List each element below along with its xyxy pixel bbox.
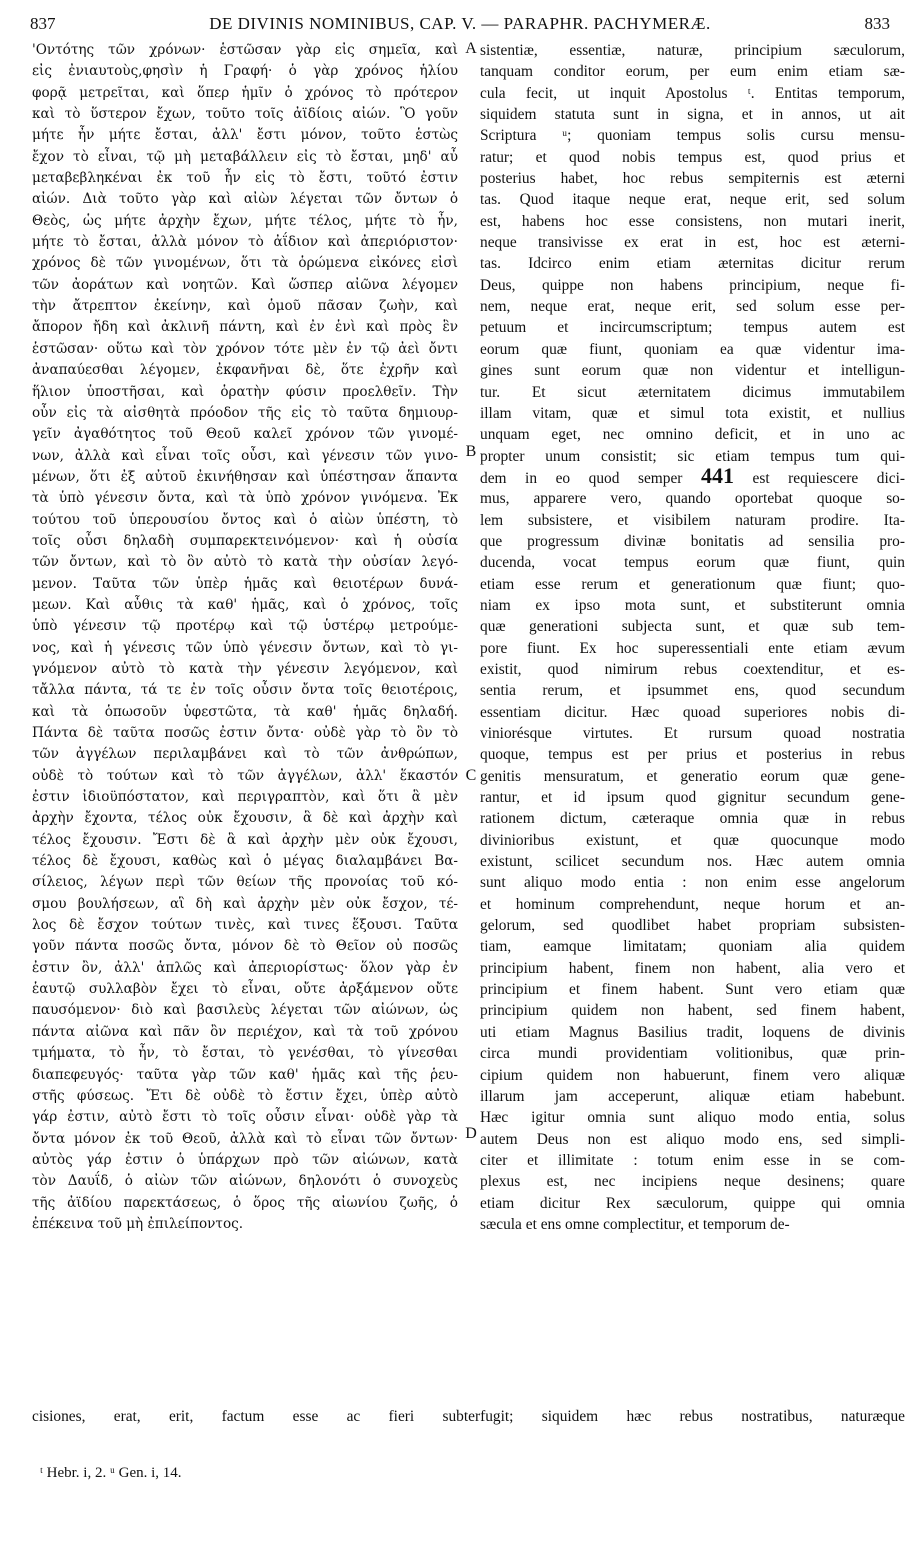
greek-text-line: στῆς φύσεως. Ἔτι δὲ οὐδὲ τὸ ἔστιν ἔχει, ὑπὲρ αὐτὸ: [32, 1087, 458, 1104]
latin-text-line: unquam eget, nec omnino deficit, et in uno ac: [480, 426, 905, 444]
page-number-right: 833: [864, 14, 890, 33]
latin-text-line: quæ generationi subjecta sunt, et quæ sub tem-: [480, 618, 905, 636]
latin-text-line: niam ex ipso mota sunt, et substiterunt omnia: [480, 596, 905, 614]
latin-text-line: illarum jam acceperunt, aliquæ etiam habebunt.: [480, 1087, 905, 1105]
greek-text-line: καὶ τὰ ὁπωσοῦν ὑφεστῶτα, τὰ καθ' ἡμᾶς δηλαδή.: [32, 703, 458, 720]
greek-text-line: τμήματα, τὸ ἦν, τὸ ἔσται, τὸ γενέσθαι, τὸ γίνεσθαι: [32, 1045, 458, 1062]
greek-text-line: νων, ἀλλὰ καὶ εἶναι τοῖς οὖσι, καὶ γένεσιν τῶν γινο-: [32, 447, 458, 464]
latin-text-line: cipium quidem non habuerunt, finem vero aliquæ: [480, 1066, 905, 1084]
page-number-left: 837: [30, 14, 56, 33]
latin-column: [480, 40, 905, 1235]
greek-text-line: τῆς ἀϊδίου παρεκτάσεως, ὁ ὅρος τῆς αἰωνίου ζωῆς, ὁ: [32, 1194, 458, 1211]
latin-text-line: rantur, et id ipsum quod gignitur secundum gene-: [480, 789, 905, 807]
greek-text-line: εἰς ἐνιαυτοὺς,φησὶν ἡ Γραφή· ὁ γὰρ χρόνος ἡλίου: [32, 63, 458, 80]
latin-text-line: tiam, eamque limitatam; quoniam alia quidem: [480, 938, 905, 956]
latin-text-line: lem subsistere, et visibilem naturam prodire. Ita-: [480, 511, 905, 529]
greek-text-line: τῶν ὄντων, καὶ τὸ ὂν αὐτὸ τὸ κατὰ τὴν οὐσίαν λεγό-: [32, 554, 458, 571]
page-header: [30, 14, 890, 38]
greek-text-line: τῶν ἀοράτων καὶ νοητῶν. Καὶ ὥσπερ αἰῶνα λέγομεν: [32, 276, 458, 293]
greek-text-line: μεταβεβληκέναι ἐκ τοῦ ἦν εἰς τὸ ἔστι, τοῦτό ἐστιν: [32, 170, 458, 187]
running-title: DE DIVINIS NOMINIBUS, CAP. V. — PARAPHR. PACHYMERÆ.: [209, 14, 711, 33]
latin-text-line: pore fiunt. Ex hoc superessentiali ente etiam ævum: [480, 639, 905, 657]
greek-text-line: ἀρχὴν ἔχοντα, τέλος οὐκ ἔχουσιν, ἃ δὲ καὶ ἀρχὴν καὶ: [32, 810, 458, 827]
greek-text-line: ἐστιν ἰδιοϋπόστατον, καὶ περιγραπτὸν, καὶ ὅτι ἃ μὲν: [32, 789, 458, 806]
latin-text-line: viniorésque virtutes. Et rursum quoad nostratia: [480, 725, 905, 742]
greek-text-line: λος δὲ ἔσχον τούτων τινὲς, καὶ τινες ἕξουσι. Ταῦτα: [32, 917, 458, 934]
latin-text-line: principium quidem non habent, sed finem habent,: [480, 1002, 905, 1020]
margin-mark-b: B: [465, 443, 477, 460]
latin-text-line: divinioribus existunt, et quæ quocunque modo: [480, 831, 905, 849]
greek-text-line: τῶν ἀγγέλων περιλαμβάνει καὶ τὸ τῶν ἀνθρώπων,: [32, 746, 458, 763]
greek-text-line: ἥλιον ὑποστῆσαι, καὶ ὁρατὴν φύσιν προελθεῖν. Τὴν: [32, 383, 458, 400]
latin-text-line: Hæc igitur omnia sunt aliquo modo entia, solus: [480, 1109, 905, 1127]
greek-text-line: τὰ ὑπὸ γένεσιν ὄντα, καὶ τὰ ὑπὸ χρόνον γινόμενα. Ἐκ: [32, 490, 458, 507]
greek-text-line: τοῖς οὖσι δηλαδὴ συμπαρεκτεινόμενον· καὶ ἡ οὐσία: [32, 532, 458, 549]
greek-text-line: αὐτὸς γάρ ἐστιν ὁ ὑπάρχων πρὸ τῶν αἰώνων, κατὰ: [32, 1151, 458, 1168]
greek-text-line: τέλος δὲ ἔχουσι, καθὼς καὶ ὁ μέγας διαλαμβάνει Βα-: [32, 853, 458, 870]
greek-text-line: Πάντα δὲ ταῦτα ποσῶς ἐστιν ὄντα· οὐδὲ γὰρ τὸ ὂν τὸ: [32, 725, 458, 741]
greek-text-line: γάρ ἐστιν, αὐτὸ ἔστι τὸ τοῖς οὖσιν εἶναι· οὐδὲ γὰρ τὰ: [32, 1109, 458, 1126]
latin-text-line: est, habens hoc esse consistens, non mutari inerit,: [480, 212, 905, 230]
latin-text-line: citer et illimitate : totum enim esse in se com-: [480, 1151, 905, 1169]
latin-text-line: gelorum, sed quodlibet habet propriam subsisten-: [480, 917, 905, 935]
greek-text-line: τέλος ἔχουσιν. Ἔστι δὲ ἃ καὶ ἀρχὴν μὲν οὐκ ἔχουσι,: [32, 831, 458, 848]
greek-text-line: τὴν ἄτρεπτον ἐκείνην, καὶ ὁμοῦ πᾶσαν ζωὴν, καὶ: [32, 298, 458, 315]
greek-text-line: σίλειος, λέγων περὶ τῶν θείων τῆς προνοίας τοῦ κό-: [32, 874, 458, 891]
latin-text-line: illam vitam, quæ et simul tota existit, et nullius: [480, 404, 905, 422]
continuation-line: cisiones, erat, erit, factum esse ac fieri subterfugit; siquidem hæc rebus nostratibus, naturæque: [32, 1408, 905, 1425]
greek-text-line: ὄντα μόνον ἐκ τοῦ Θεοῦ, ἀλλὰ καὶ τὸ εἶναι τῶν ὄντων·: [32, 1130, 458, 1147]
latin-text-line: et hominum comprehendunt, neque horum et an-: [480, 895, 905, 913]
latin-text-line: sunt aliquo modo entia : non enim esse angelorum: [480, 874, 905, 892]
margin-mark-d: D: [465, 1125, 477, 1142]
latin-text-line: Deus, quippe non habens principium, neque fi-: [480, 276, 905, 294]
greek-text-line: διαπεφευγός· ταῦτα γὰρ τῶν καθ' ἡμᾶς καὶ τῆς ῥευ-: [32, 1066, 458, 1083]
greek-text-line: πάντα αἰῶνα καὶ πᾶν ὂν περιέχον, καὶ τὰ τοῦ χρόνου: [32, 1023, 458, 1040]
latin-text-line: nem, neque erat, neque erit, sed solum esse per-: [480, 298, 905, 316]
greek-text-line: παυσόμενον· διὸ καὶ βασιλεὺς λέγεται τῶν αἰώνων, ὡς: [32, 1002, 458, 1019]
latin-text-line: plexus est, nec incipiens neque desinens; quare: [480, 1173, 905, 1191]
greek-text-line: νος, καὶ ἡ γένεσις τῶν ὑπὸ γένεσιν ὄντων, καὶ τὸ γι-: [32, 639, 458, 656]
greek-text-line: μεων. Καὶ αὖθις τὰ καθ' ἡμᾶς, καὶ ὁ χρόνος, τοῖς: [32, 596, 458, 613]
greek-text-line: αἰών. Διὰ τοῦτο γὰρ καὶ αἰὼν λέγεται τῶν ὄντων ὁ: [32, 191, 458, 208]
latin-text-line: siquidem statuta sunt in signa, et in annos, ut ait: [480, 106, 905, 124]
latin-text-line: ducenda, vocat tempus eorum quæ fiunt, quin: [480, 554, 905, 572]
greek-text-line: σμου βουλήσεων, αἳ δὴ καὶ ἀρχὴν μὲν οὐκ ἔσχον, τέ-: [32, 895, 458, 912]
greek-text-line: τἄλλα πάντα, τά τε ἐν τοῖς οὖσιν ὄντα τοῖς θειοτέροις,: [32, 682, 458, 699]
greek-text-line: φορᾷ μετρεῖται, καὶ ὅπερ ἡμῖν ὁ χρόνος τὸ πρότερον: [32, 84, 458, 101]
latin-text-line: principium et finem habent. Sunt vero etiam quæ: [480, 981, 905, 999]
greek-text-line: ἐπέκεινα τοῦ μὴ ἐπιλείποντος.: [32, 1215, 244, 1232]
greek-text-line: οὐδὲ τὸ τούτων καὶ τὸ τῶν ἀγγέλων, ἀλλ' ἕκαστόν: [32, 767, 458, 784]
latin-text-line: etiam esse rerum et generationum quæ fiunt; quo-: [480, 575, 905, 593]
greek-text-line: 'Οντότης τῶν χρόνων· ἑστῶσαν γὰρ εἰς σημεῖα, καὶ: [32, 42, 458, 58]
latin-text-line: sæcula et ens omne complectitur, et temporum de-: [480, 1215, 790, 1233]
greek-text-line: καὶ τὸ ὕστερον ἔχων, τοῦτο τοῖς ἀϊδίοις αἰών. Ὃ γοῦν: [32, 106, 458, 123]
latin-text-line: circa mundi providentiam volitionibus, quæ prin-: [480, 1045, 905, 1063]
latin-text-line: essentiam dicitur. Hæc quoad superiores nobis di-: [480, 703, 905, 721]
latin-text-line: existit, quod nimirum rebus coextenditur, et es-: [480, 660, 905, 678]
latin-text-line: que progressum divinæ bonitatis ad sensilia pro-: [480, 532, 905, 550]
latin-text-line: uti etiam Magnus Basilius tradit, loquens de divinis: [480, 1023, 905, 1041]
greek-text-line: γεῖν ἀγαθότητος τοῦ Θεοῦ καλεῖ χρόνον τῶν γινομέ-: [32, 426, 458, 443]
margin-mark-c: C: [465, 767, 477, 784]
greek-text-line: μήτε ἦν μήτε ἔσται, ἀλλ' ἔστι μόνον, τοῦτο ἑστὼς: [32, 127, 458, 144]
greek-text-line: τούτου τοῦ ὑπερουσίου ὄντος καὶ ὁ αἰὼν ὑπέστη, τὸ: [32, 511, 458, 528]
greek-text-line: γοῦν πάντα ποσῶς ὄντα, μόνον δὲ τὸ Θεῖον οὐ ποσῶς: [32, 938, 458, 955]
greek-text-line: Θεὸς, ὡς μήτε ἀρχὴν ἔχων, μήτε τέλος, μήτε τὸ ἦν,: [32, 212, 458, 229]
greek-text-line: ἔχον τὸ εἶναι, τῷ μὴ μεταβάλλειν εἰς τὸ ἔσται, μηδ' αὖ: [32, 148, 458, 165]
latin-text-line: tas. Quod itaque neque erat, neque erit, sed solum: [480, 191, 905, 209]
latin-text-line: quoque, tempus est per prius et posterius in rebus: [480, 746, 905, 764]
greek-text-line: γνόμενον αὐτὸ τὸ κατὰ τὴν γένεσιν λεγόμενον, καὶ: [32, 660, 458, 677]
greek-column: [32, 40, 458, 1235]
greek-text-line: οὖν εἰς τὰ αἰσθητὰ πρόοδον τῆς εἰς τὸ ταῦτα δημιουρ-: [32, 404, 458, 421]
latin-text-line: autem Deus non est aliquo modo ens, sed simpli-: [480, 1130, 905, 1148]
latin-text-line: rationem dictum, cæteraque omnia quæ in rebus: [480, 810, 905, 828]
latin-text-line: sistentiæ, essentiæ, naturæ, principium sæculorum,: [480, 42, 905, 59]
greek-text-line: ὑπὸ γένεσιν τῷ προτέρῳ καὶ τῷ ὑστέρῳ μετρούμε-: [32, 618, 458, 635]
footnotes: ᵗ Hebr. i, 2. ᵘ Gen. i, 14.: [40, 1465, 182, 1481]
latin-text-line: cula fecit, ut inquit Apostolus ᵗ. Entitas temporum,: [480, 84, 905, 102]
latin-text-line: posterius habet, hoc rebus sempiternis est æterni: [480, 170, 905, 188]
latin-text-line: existunt, scilicet secundum nos. Hæc autem omnia: [480, 853, 905, 871]
margin-mark-a: A: [465, 40, 477, 57]
column-number-marker: 441: [700, 466, 734, 488]
latin-text-line: ratur; et quod nobis tempus est, quod prius et: [480, 148, 905, 166]
latin-text-line: tur. Et sicut æternitatem dicimus immutabilem: [480, 383, 905, 401]
greek-text-line: ἑαυτῷ συλλαβὸν ἔχει τὸ εἶναι, οὔτε ἀρξάμενον οὔτε: [32, 981, 458, 998]
latin-text-line: principium habent, finem non habent, alia vero et: [480, 959, 905, 977]
latin-text-line: eorum quæ fiunt, quoniam ea quæ videntur ima-: [480, 340, 905, 358]
latin-text-line: etiam dicitur Rex sæculorum, quippe qui omnia: [480, 1194, 905, 1212]
greek-text-line: μήτε τὸ ἔσται, ἀλλὰ μόνον τὸ ἀΐδιον καὶ ἀπεριόριστον·: [32, 234, 458, 251]
latin-text-line: Scriptura ᵘ; quoniam tempus solis cursu mensu-: [480, 127, 905, 145]
latin-text-line: propter unum consistit; sic etiam tempus tum qui-: [480, 447, 905, 465]
greek-text-line: μένων, ὅτι ἐξ αὐτοῦ ἐκινήθησαν καὶ ὑπέστησαν ἅπαντα: [32, 468, 458, 485]
latin-text-line: neque transivisse ex erat in est, hoc est æterni-: [480, 234, 905, 252]
latin-text-line: dem in eo quod semper 441 est requiescere dici-: [480, 467, 905, 488]
latin-text-line: petuum et incircumscriptum; tempus autem est: [480, 319, 905, 337]
latin-text-line: sentia rerum, et ipsummet ens, quod secundum: [480, 682, 905, 700]
greek-text-line: ἐστιν ὂν, ἀλλ' ἁπλῶς καὶ ἀπεριορίστως· ὅλον γὰρ ἐν: [32, 959, 458, 976]
latin-text-line: mus, apparere vero, quando oportebat quoque so-: [480, 490, 905, 508]
greek-text-line: ἀναπαύεσθαι λέγομεν, ἐκφανῆναι δὲ, ὅτε ἐχρῆν καὶ: [32, 362, 458, 379]
greek-text-line: μενον. Ταῦτα τῶν ὑπὲρ ἡμᾶς καὶ θειοτέρων δυνά-: [32, 575, 458, 592]
latin-text-line: gines sunt eorum quæ non videntur et intelligun-: [480, 362, 905, 380]
latin-text-line: tas. Idcirco enim etiam æternitas dicitur rerum: [480, 255, 905, 273]
greek-text-line: τὸν Δαυΐδ, ὁ αἰὼν τῶν αἰώνων, δηλονότι ὁ συνοχεὺς: [32, 1173, 458, 1190]
latin-text-line: tanquam conditor eorum, per eum enim etiam sæ-: [480, 63, 905, 81]
greek-text-line: ἑστῶσαν· οὕτω καὶ τὸν χρόνον τότε μὲν ἐν τῷ ἀεὶ ὄντι: [32, 340, 458, 357]
latin-text-line: genitis mensuratum, et generatio eorum quæ gene-: [480, 767, 905, 785]
greek-text-line: χρόνος δὲ τῶν γινομένων, ὅτι τὰ ὁρώμενα εἰκόνες εἰσὶ: [32, 255, 458, 272]
greek-text-line: ἄπορον ἤδη καὶ ἀκλινῆ πάντη, καὶ ἐν ἑνὶ καὶ πρὸς ἓν: [32, 319, 458, 336]
